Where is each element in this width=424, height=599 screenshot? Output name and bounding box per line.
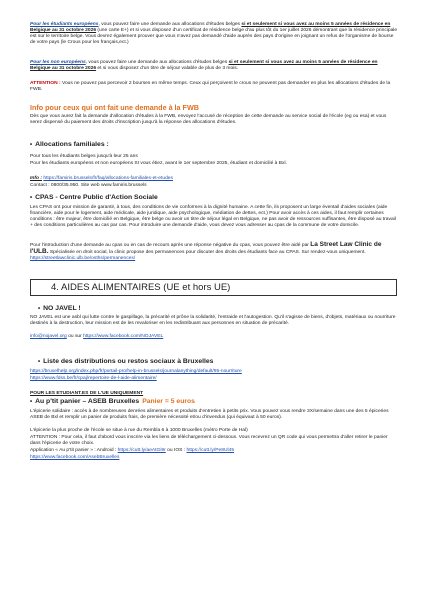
attention-paragraph: ATTENTION : Vous ne pouvez pas percevoir 2 bourses en même temps. Ceux qui perçoivent le crous ne peuvent pas demander en plus les allocations d'études de la FWB.	[30, 81, 391, 93]
familiales-heading	[30, 141, 109, 149]
cpas-paragraph: Les CPAS ont pour mission de garantir, à tous, des conditions de vie conformes à la dignité humaine. A cette fin, ils proposent un large éventail d'aides sociales (aide financière, aide pour le logement, aide médicale, aide juridique, aide psychologique, médiation de dettes, ect.) Pour avoir accès à ces aides, il faut remplir certaines conditions : être majeur, être domicilié en Belgique, être belge ou avoir un titre de séjour légal en Belgique, ne pas avoir de ressources suffisantes, être disposé au travail + des conditions particulières au cas par cas. Pour introduire une demande d'aide, vous devez vous adresser au cpas de la commune de votre domicile.	[30, 205, 396, 229]
eu-lead: Pour les étudiants européens	[30, 22, 99, 27]
street-law-clinic: La Street Law Clinic de l'ULB.	[30, 241, 382, 256]
familiales-line2: Pour les étudiants européens et non européens SI vous étiez, avant le 1er septembre 2025, étudiant et domicilié à Bxl.	[30, 161, 287, 166]
ios-app-link[interactable]: https://cutt.ly/Pe8Ul45	[186, 448, 235, 453]
eu-condition: si et seulement si vous avez au moins 5 années de résidence en Belgique au 31 octobre 2026	[30, 22, 391, 34]
cpas-title: CPAS - Centre Public d'Action Sociale	[35, 194, 158, 201]
nojavel-contact: info@nojavel.org ou sur https://www.facebook.com/NOJAVEL	[30, 334, 164, 339]
distrib-link-1-wrap	[30, 369, 398, 375]
cpas-heading	[30, 194, 158, 202]
asebb-app-links: Application « Au p'tit panier » : Android : https://cutt.ly/aeAtGi9r ou IOS : https://cutt.ly/Pe8Ul45	[30, 448, 235, 453]
distrib-heading	[38, 358, 213, 366]
fwb-section-title: Info pour ceux qui ont fait une demande à la FWB	[30, 103, 199, 112]
nojavel-body: NO JAVEL est une asbl qui lutte contre le gaspillage, la précarité et prône la solidarité, l'entraide et l'autogestion. Qu'il s'agisse de biens, d'objets, matériaux ou nourriture destinés à la destruction, leur mission est de les revaloriser en les redistribuant aux personnes en situation de précarité.	[30, 315, 396, 327]
asebb-facebook-link[interactable]: https://www.facebook.com/AsebBruxelles	[30, 455, 120, 460]
ue-only-label: POUR LES ETUDIANT.ES DE L'UE UNIQUEMENT	[30, 391, 144, 396]
bullet-icon: •	[38, 306, 41, 312]
familiales-title: Allocations familiales :	[35, 141, 109, 148]
non-eu-lead: Pour les non européens	[30, 60, 86, 65]
bullet-icon: •	[30, 399, 33, 405]
distrib-link-2-wrap	[30, 376, 398, 382]
asebb-title: Au p'tit panier – ASEB Bruxelles	[35, 398, 140, 405]
non-eu-paragraph: Pour les non européens, vous pouvez faire une demande aux allocations d'études belges si et seulement si vous avez au moins 5 années de résidence en Belgique au 31 octobre 2026 et si vous disposez d'un titre de séjour valable de plus de 3 mois.	[30, 60, 378, 72]
bullet-icon: •	[30, 142, 33, 148]
asebb-heading	[30, 398, 195, 406]
asebb-facebook-wrap	[30, 455, 398, 461]
famiris-faq-link[interactable]: https://famiris.brussels/fr/faq/allocations-familiales-et-etudes	[43, 176, 173, 181]
fdss-link[interactable]: https://www.fdss.be/fr/cpaj/repertoire-de-l-aide-alimentaire/	[30, 376, 157, 381]
nojavel-email-link[interactable]: info@nojavel.org	[30, 334, 67, 339]
nojavel-title: NO JAVEL !	[43, 305, 81, 312]
nojavel-facebook-link[interactable]: https://www.facebook.com/NOJAVEL	[83, 334, 164, 339]
section-4-title-box	[30, 279, 397, 296]
eu-paragraph: Pour les étudiants européens, vous pouvez faire une demande aux allocations d'études belges si et seulement si vous avez au moins 5 années de résidence en Belgique au 31 octobre 2026 (une carte E+) et si vous disposez d'un certificat de résidence belge d'au plus tôt du 1er juillet 2026 démontrant que la résidence principale est sur le territoire belge. Vous devrez également prouver que vous n'avez pas demandé d'aide auprès des pays d'origine en joignant un refus de l'organisme de bourse de votre pays (le Crous pour les français,ect.)	[30, 22, 398, 46]
asebb-body: L'épicerie solidaire : accès à de nombreuses denrées alimentaires et produits d'entretien à petits prix. Vous pouvez vous rendre 3X/semaine dans une des 5 épiceries ASEB de Bxl et remplir un panier de produits frais, de première nécessité et/ou d'invendus (qui équivaut à 50 euros).	[30, 409, 389, 421]
fwb-section-body: Dès que vous aurez fait la demande d'allocation d'études à la FWB, envoyez l'accusé de réception de cette demande au service social de l'école (eg ou esa) et vous serez dispensé du paiement des droits d'inscription jusqu'à la réponse des allocations d'études.	[30, 114, 387, 126]
asebb-attention: ATTENTION : Pour cela, il faut d'abord vous inscrire via les liens de téléchargement ci-dessous. Vous recevrez un QR code qui vous permettra d'aller retirer le panier dans l'épicerie de votre choix.	[30, 435, 388, 447]
asebb-price: Panier = 5 euros	[142, 398, 195, 405]
android-app-link[interactable]: https://cutt.ly/aeAtGi9r	[117, 448, 166, 453]
bullet-icon: •	[38, 359, 41, 365]
bruxelhelp-link[interactable]: https://bruxelhelp.org/index.php/fr/portail-pro/help-in-brussels/journalanything/default/95-nourriture	[30, 369, 242, 374]
bullet-icon: •	[30, 195, 33, 201]
attention-label: ATTENTION :	[30, 81, 61, 86]
cpas-recours-paragraph: Pour l'introduction d'une demande au cpas ou en cas de recours après une réponse négative du cpas, vous pouvez être aidé par La Street Law Clinic de l'ULB. Spécialisée en droit social, la clinic propose des permanences pour discuter des droits des étudiants face au CPAS. Sur rendez-vous uniquement. https://streetlawclinic.ulb.be/osths/permanences/	[30, 241, 382, 262]
section-4-title: 4. AIDES ALIMENTAIRES (UE et hors UE)	[51, 282, 231, 293]
familiales-line1: Pour tous les étudiants belges jusqu'à leur 25 ans	[30, 154, 138, 159]
familiales-contact: Contact : 0800/35.950. Site web www.famiris.brussels	[30, 183, 147, 188]
non-eu-condition: si et seulement si vous avez au moins 5 années de résidence en Belgique au 31 octobre 2026	[30, 60, 378, 72]
nojavel-heading	[38, 305, 81, 313]
info-label: Info :	[30, 176, 42, 181]
familiales-info	[30, 176, 398, 182]
distrib-title: Liste des distributions ou restos sociaux à Bruxelles	[43, 358, 214, 365]
asebb-address: L'épicerie la plus proche de l'école se situe à rue du Rembla 6 à 1000 Bruxelles (métro Porte de Hal)	[30, 428, 248, 433]
streetlawclinic-link[interactable]: https://streetlawclinic.ulb.be/osths/permanences/	[30, 256, 136, 262]
